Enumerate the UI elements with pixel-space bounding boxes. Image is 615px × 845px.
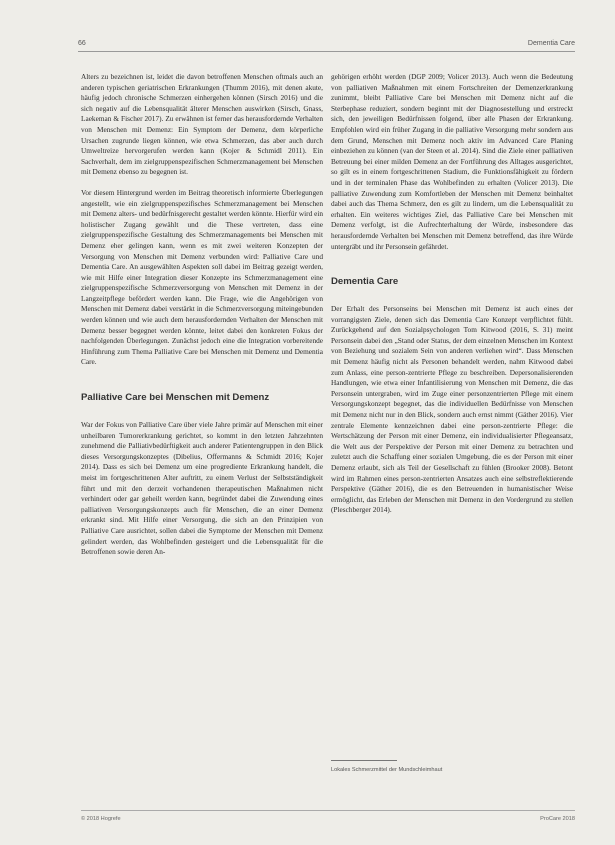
footnote-rule bbox=[331, 760, 397, 761]
footnote bbox=[331, 760, 573, 773]
header-rule bbox=[78, 51, 575, 52]
footer-copyright: © 2018 Hogrefe bbox=[81, 816, 121, 822]
page-header bbox=[78, 40, 575, 52]
page-number: 66 bbox=[78, 40, 86, 47]
paragraph: Der Erhalt des Personseins bei Menschen mit Demenz ist auch eines der vorrangigsten Ziele, denen sich das Dementia Care Konzept verpflichtet fühlt. Zurückgehend auf den Sozialpsychologen Tom Kitwood (2016, S. 31) meint Personsein dabei den „Stand oder Status, der dem einzelnen Menschen im Kontext von Beziehung und sozialem Sein von anderen verliehen wird“. Dass Menschen mit Demenz häufig nicht als Personen behandelt werden, nahm Kitwood dabei zum Anlass, eine person-zentrierte Pflege zu beschreiben. Depersonalisierenden Handlungen, wie etwa einer Infantilisierung von Menschen mit Demenz, die das Personsein untergraben, wird im Zuge einer personzentrierten Pflege mit einem Versorgungskonzept begegnet, das die individuellen Bedürfnisse von Menschen mit Demenz nicht nur in den Blick, sondern auch ernst nimmt (Gäther 2016). Vier zentrale Elemente kennzeichnen dabei eine person-zentrierte Pflege: die Wertschätzung der Person mit einer Demenz, ein individualisierter Pflegeansatz, die Welt aus der Perspektive der Person mit einer Demenz zu betrachten und zuletzt auch die Schaffung einer sozialen Umgebung, die es der Person mit einer Demenz erlaubt, sich als Teil der Gesellschaft zu fühlen (Brooker 2008). Betont wird im Rahmen eines person-zentrierten Ansatzes auch eine selbstreflektierende Perspektive (Gäther 2016), die es den Betreuenden in humanistischer Weise ermöglicht, das Erleben der Menschen mit Demenz in den Vordergrund zu stellen (Pleschberger 2014). bbox=[331, 304, 573, 515]
footer-journal: ProCare 2018 bbox=[540, 816, 575, 822]
paragraph: gehörigen erhöht werden (DGP 2009; Volicer 2013). Auch wenn die Bedeutung von palliativen Maßnahmen mit einem Fortschreiten der Demenzerkrankung zunimmt, bleibt Palliative Care bei Menschen mit Demenz nicht auf die Sterbephase reduziert, sondern beginnt mit der Diagnosestellung und erstreckt sich, den jeweiligen Bedürfnissen folgend, über alle Phasen der Erkrankung. Empfohlen wird ein früher Zugang in die palliative Versorgung mehr sondern aus dem Grund, Menschen mit Demenz noch aktiv im Advanced Care Planing einbeziehen zu können (van der Steen et al. 2014). Sind die Ziele einer palliativen Betreuung bei einer milden Demenz an der Fortführung des Alltages ausgerichtet, so gilt es in einem fortgeschrittenen Stadium, die Funktionsfähigkeit zu fördern und in der terminalen Phase das Wohlbefinden zu erhalten (Volicer 2013). Die palliative Zuwendung zum Komfortleben der Menschen mit Demenz beinhaltet dabei auch das Thema Schmerz, den es gilt zu lindern, um die Lebensqualität zu erhalten. Ein weiteres wichtiges Ziel, das Palliative Care bei Menschen mit Demenz verfolgt, ist die Aufrechterhaltung der Würde, insbesondere das herausfordernde Verhalten bei Menschen mit Demenz betreffend, das ihre Würde untergräbt und ihr Personsein gefährdet. bbox=[331, 72, 573, 251]
section-heading: Palliative Care bei Menschen mit Demenz bbox=[81, 392, 270, 404]
section-heading: Dementia Care bbox=[331, 276, 399, 288]
right-column bbox=[331, 72, 573, 516]
paragraph: Alters zu bezeichnen ist, leidet die davon betroffenen Menschen oftmals auch an anderen typischen geriatrischen Erkrankungen (Thumm 2016), mit denen akute, häufig jedoch chronische Schmerzen einhergehen können (Sirsch 2016) und die sich negativ auf die Lebensqualität älterer Menschen auswirken (Sirsch, Gnass, Laekeman & Fischer 2017). Zu erwähnen ist ferner das herausfordernde Verhalten von Menschen mit Demenz: Ein Symptom der Demenz, dem körperliche Ursachen zugrunde liegen können, wie etwa Schmerzen, das aber auch durch Umweltreize hervorgerufen werden kann (Kojer & Schmidl 2011). Ein Sachverhalt, dem im zielgruppenspezifischen Schmerzmanagement bei Menschen mit Demenz ebenso zu begegnen ist. bbox=[81, 72, 323, 177]
running-title: Dementia Care bbox=[527, 40, 575, 47]
paragraph: Vor diesem Hintergrund werden im Beitrag theoretisch informierte Überlegungen angestellt, wie ein zielgruppenspezifisches Schmerzmanagement bei Menschen mit Demenz alters- und bedürfnisgerecht gestaltet werden könnte. Hierfür wird ein holistischer Zugang gewählt und die These vertreten, dass eine zielgruppenspezifische Gestaltung des Schmerzmanagements bei Menschen mit Demenz eher gelingen kann, wenn es mit zwei weiteren Konzepten der Versorgung von Menschen mit Demenz verbunden wird: Palliative Care und Dementia Care. An ausgewählten Aspekten soll dabei im Beitrag gezeigt werden, wie mit Hilfe einer Integration dieser Konzepte ins Schmerzmanagement eine zielgruppenspezifische Schmerzversorgung von Menschen mit Demenz in der Langzeitpflege befördert werden kann. Die Frage, wie die Angehörigen von Menschen mit Demenz dabei verstärkt in die Schmerzversorgung miteingebunden werden können und wie auch dem herausfordernden Verhalten der Menschen mit Demenz besser begegnet werden könnte, leitet dabei den konkreten Fokus der nachfolgenden Überlegungen. Zunächst jedoch eine die Integration vorbereitende Hinführung zum Thema Palliative Care bei Menschen mit Demenz und Dementia Care. bbox=[81, 187, 323, 367]
paragraph: War der Fokus von Palliative Care über viele Jahre primär auf Menschen mit einer unheilbaren Tumorerkrankung gerichtet, so kommt in den letzten Jahrzehnten zunehmend die Palliativbedürftigkeit auch anderer Patientengruppen in den Blick dieses Versorgungskonzeptes (Dibelius, Offermanns & Schmidt 2016; Kojer 2014). Dass es sich bei Demenz um eine progrediente Erkrankung handelt, die meist im fortgeschrittenen Alter auftritt, zu einem Verlust der Selbstständigkeit führt und mit den derzeit vorhandenen therapeutischen Maßnahmen nicht verhindert oder gar geheilt werden kann, begründet dabei die Zuwendung eines palliativen Versorgungskonzepts auch für Menschen, die an einer Demenz erkrankt sind. Mit Hilfe einer Versorgung, die sich an den Prinzipien von Palliative Care ausrichtet, sollen dabei die Symptome der Menschen mit Demenz gelindert werden, das Wohlbefinden gesteigert und die Lebensqualität für die Betroffenen sowie deren An- bbox=[81, 420, 323, 557]
left-column bbox=[81, 72, 323, 558]
footer-rule bbox=[81, 810, 575, 811]
footnote-text: Lokales Schmerzmittel der Mundschleimhaut bbox=[331, 767, 443, 773]
